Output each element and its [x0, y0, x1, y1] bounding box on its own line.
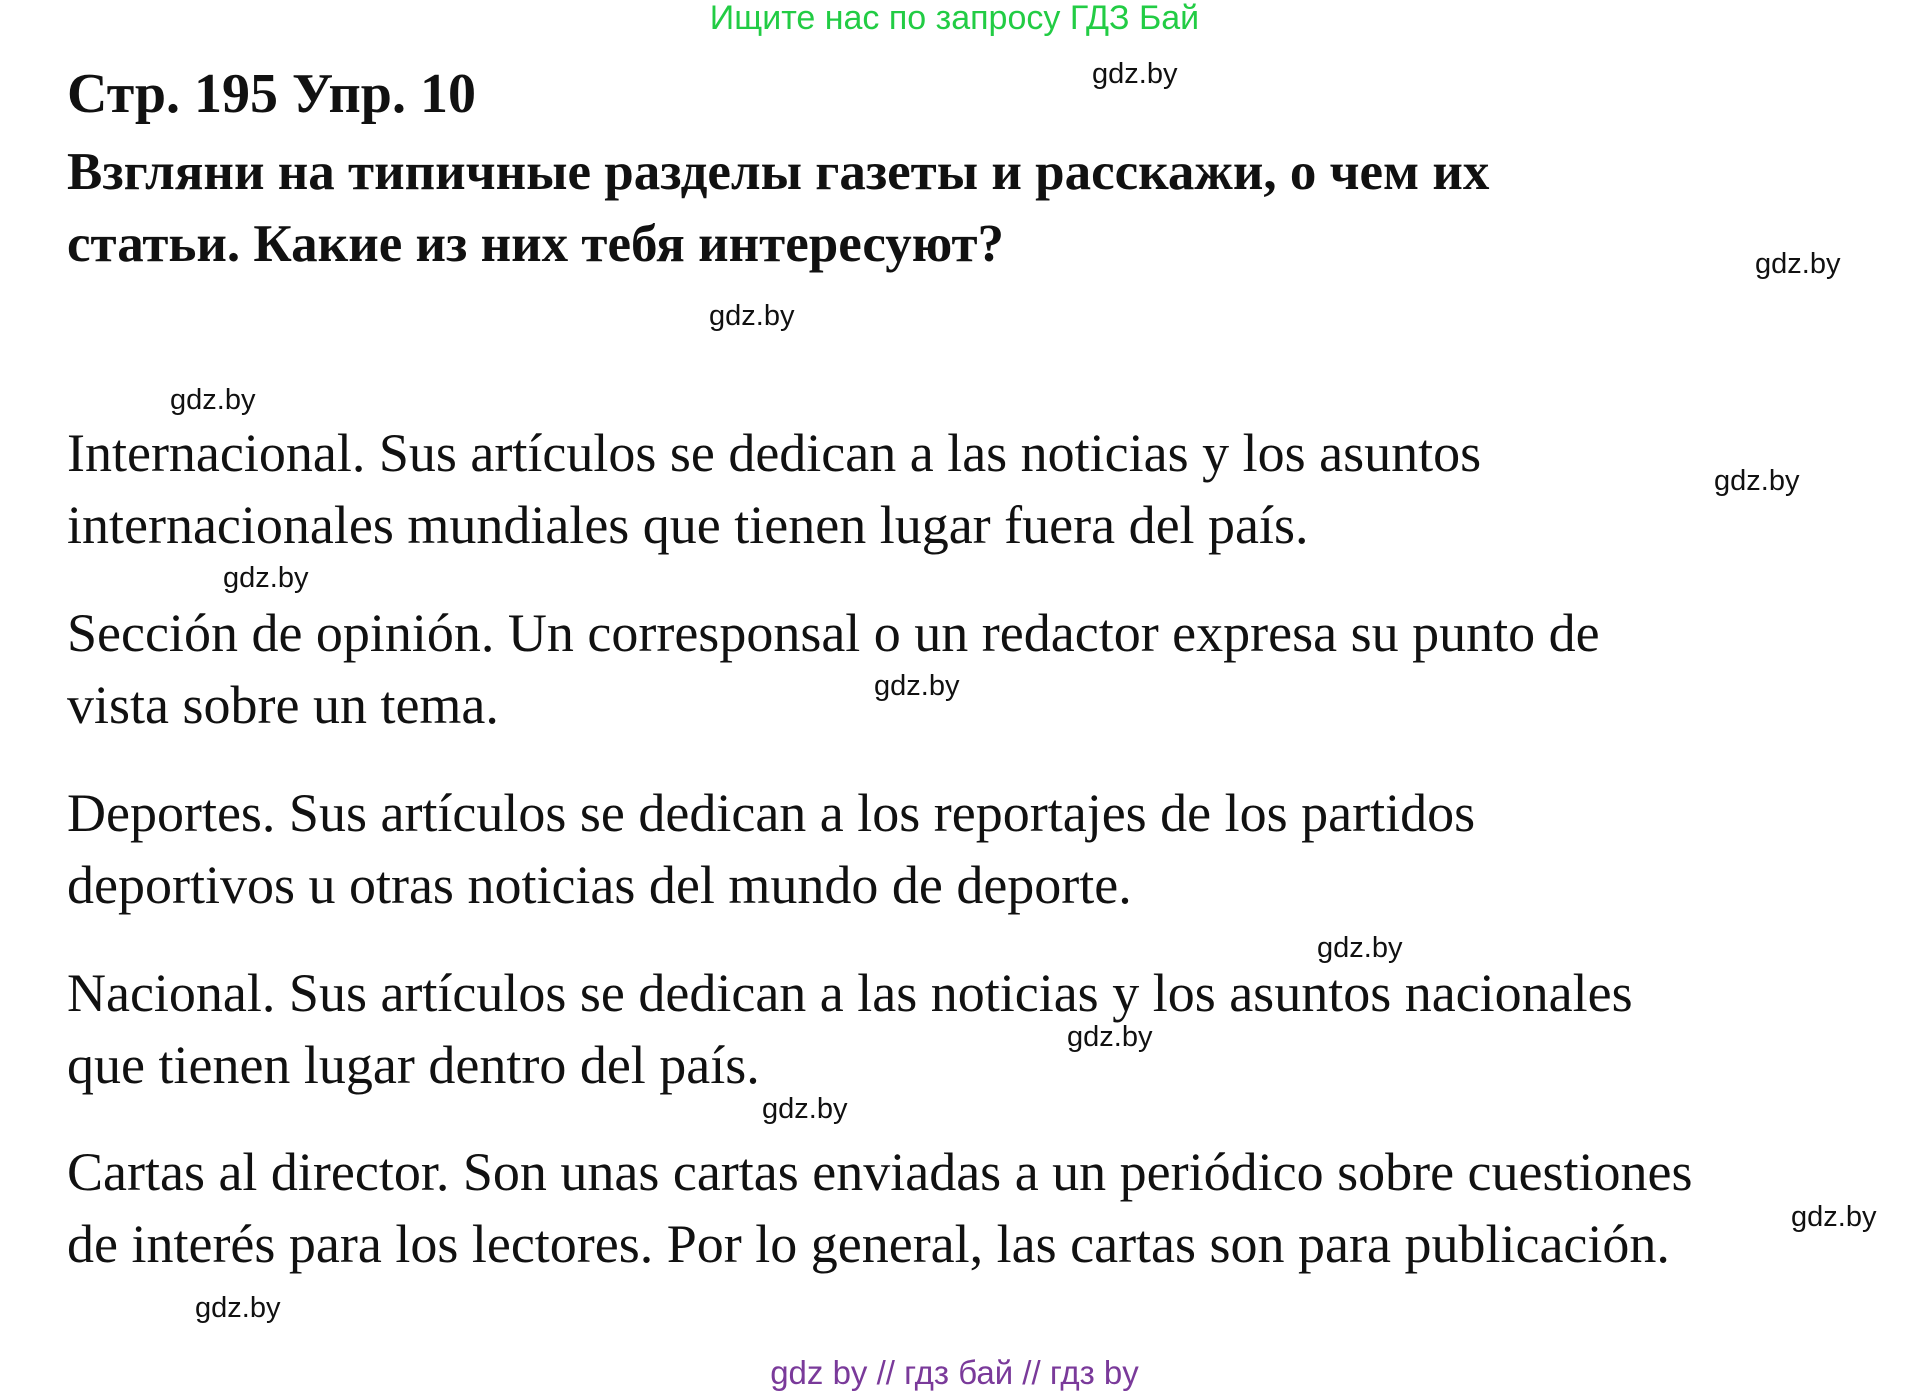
watermark: gdz.by — [1067, 1021, 1153, 1053]
watermark: gdz.by — [1791, 1201, 1877, 1233]
answer-opinion-line-1: Sección de opinión. Un corresponsal o un redactor expresa su punto de — [67, 603, 1600, 663]
answer-internacional-line-2: internacionales mundiales que tienen lugar fuera del país. — [67, 495, 1309, 555]
page-title: Стр. 195 Упр. 10 — [67, 63, 476, 125]
watermark: gdz.by — [1755, 248, 1841, 280]
answer-deportes-line-2: deportivos u otras noticias del mundo de deporte. — [67, 855, 1132, 915]
answer-nacional-line-1: Nacional. Sus artículos se dedican a las noticias y los asuntos nacionales — [67, 963, 1633, 1023]
answer-cartas-line-1: Cartas al director. Son unas cartas enviadas a un periódico sobre cuestiones — [67, 1142, 1693, 1202]
search-banner: Ищите нас по запросу ГДЗ Бай — [709, 0, 1200, 37]
answer-cartas-line-2: de interés para los lectores. Por lo general, las cartas son para publicación. — [67, 1214, 1670, 1274]
answer-internacional-line-1: Internacional. Sus artículos se dedican a las noticias y los asuntos — [67, 423, 1482, 483]
watermark: gdz.by — [223, 562, 309, 594]
task-text-line-1: Взгляни на типичные разделы газеты и расскажи, о чем их — [67, 143, 1490, 201]
watermark: gdz.by — [170, 384, 256, 416]
watermark: gdz.by — [1317, 932, 1403, 964]
watermark: gdz.by — [874, 670, 960, 702]
task-text-line-2: статьи. Какие из них тебя интересуют? — [67, 215, 1005, 273]
answer-deportes-line-1: Deportes. Sus artículos se dedican a los reportajes de los partidos — [67, 783, 1476, 843]
watermark: gdz.by — [195, 1292, 281, 1324]
watermark: gdz.by — [762, 1093, 848, 1125]
answer-nacional-line-2: que tienen lugar dentro del país. — [67, 1035, 760, 1095]
watermark: gdz.by — [1714, 465, 1800, 497]
watermark: gdz.by — [1092, 58, 1178, 90]
footer-watermark: gdz by // гдз бай // гдз by — [770, 1354, 1139, 1391]
watermark: gdz.by — [709, 300, 795, 332]
answer-opinion-line-2: vista sobre un tema. — [67, 675, 499, 735]
